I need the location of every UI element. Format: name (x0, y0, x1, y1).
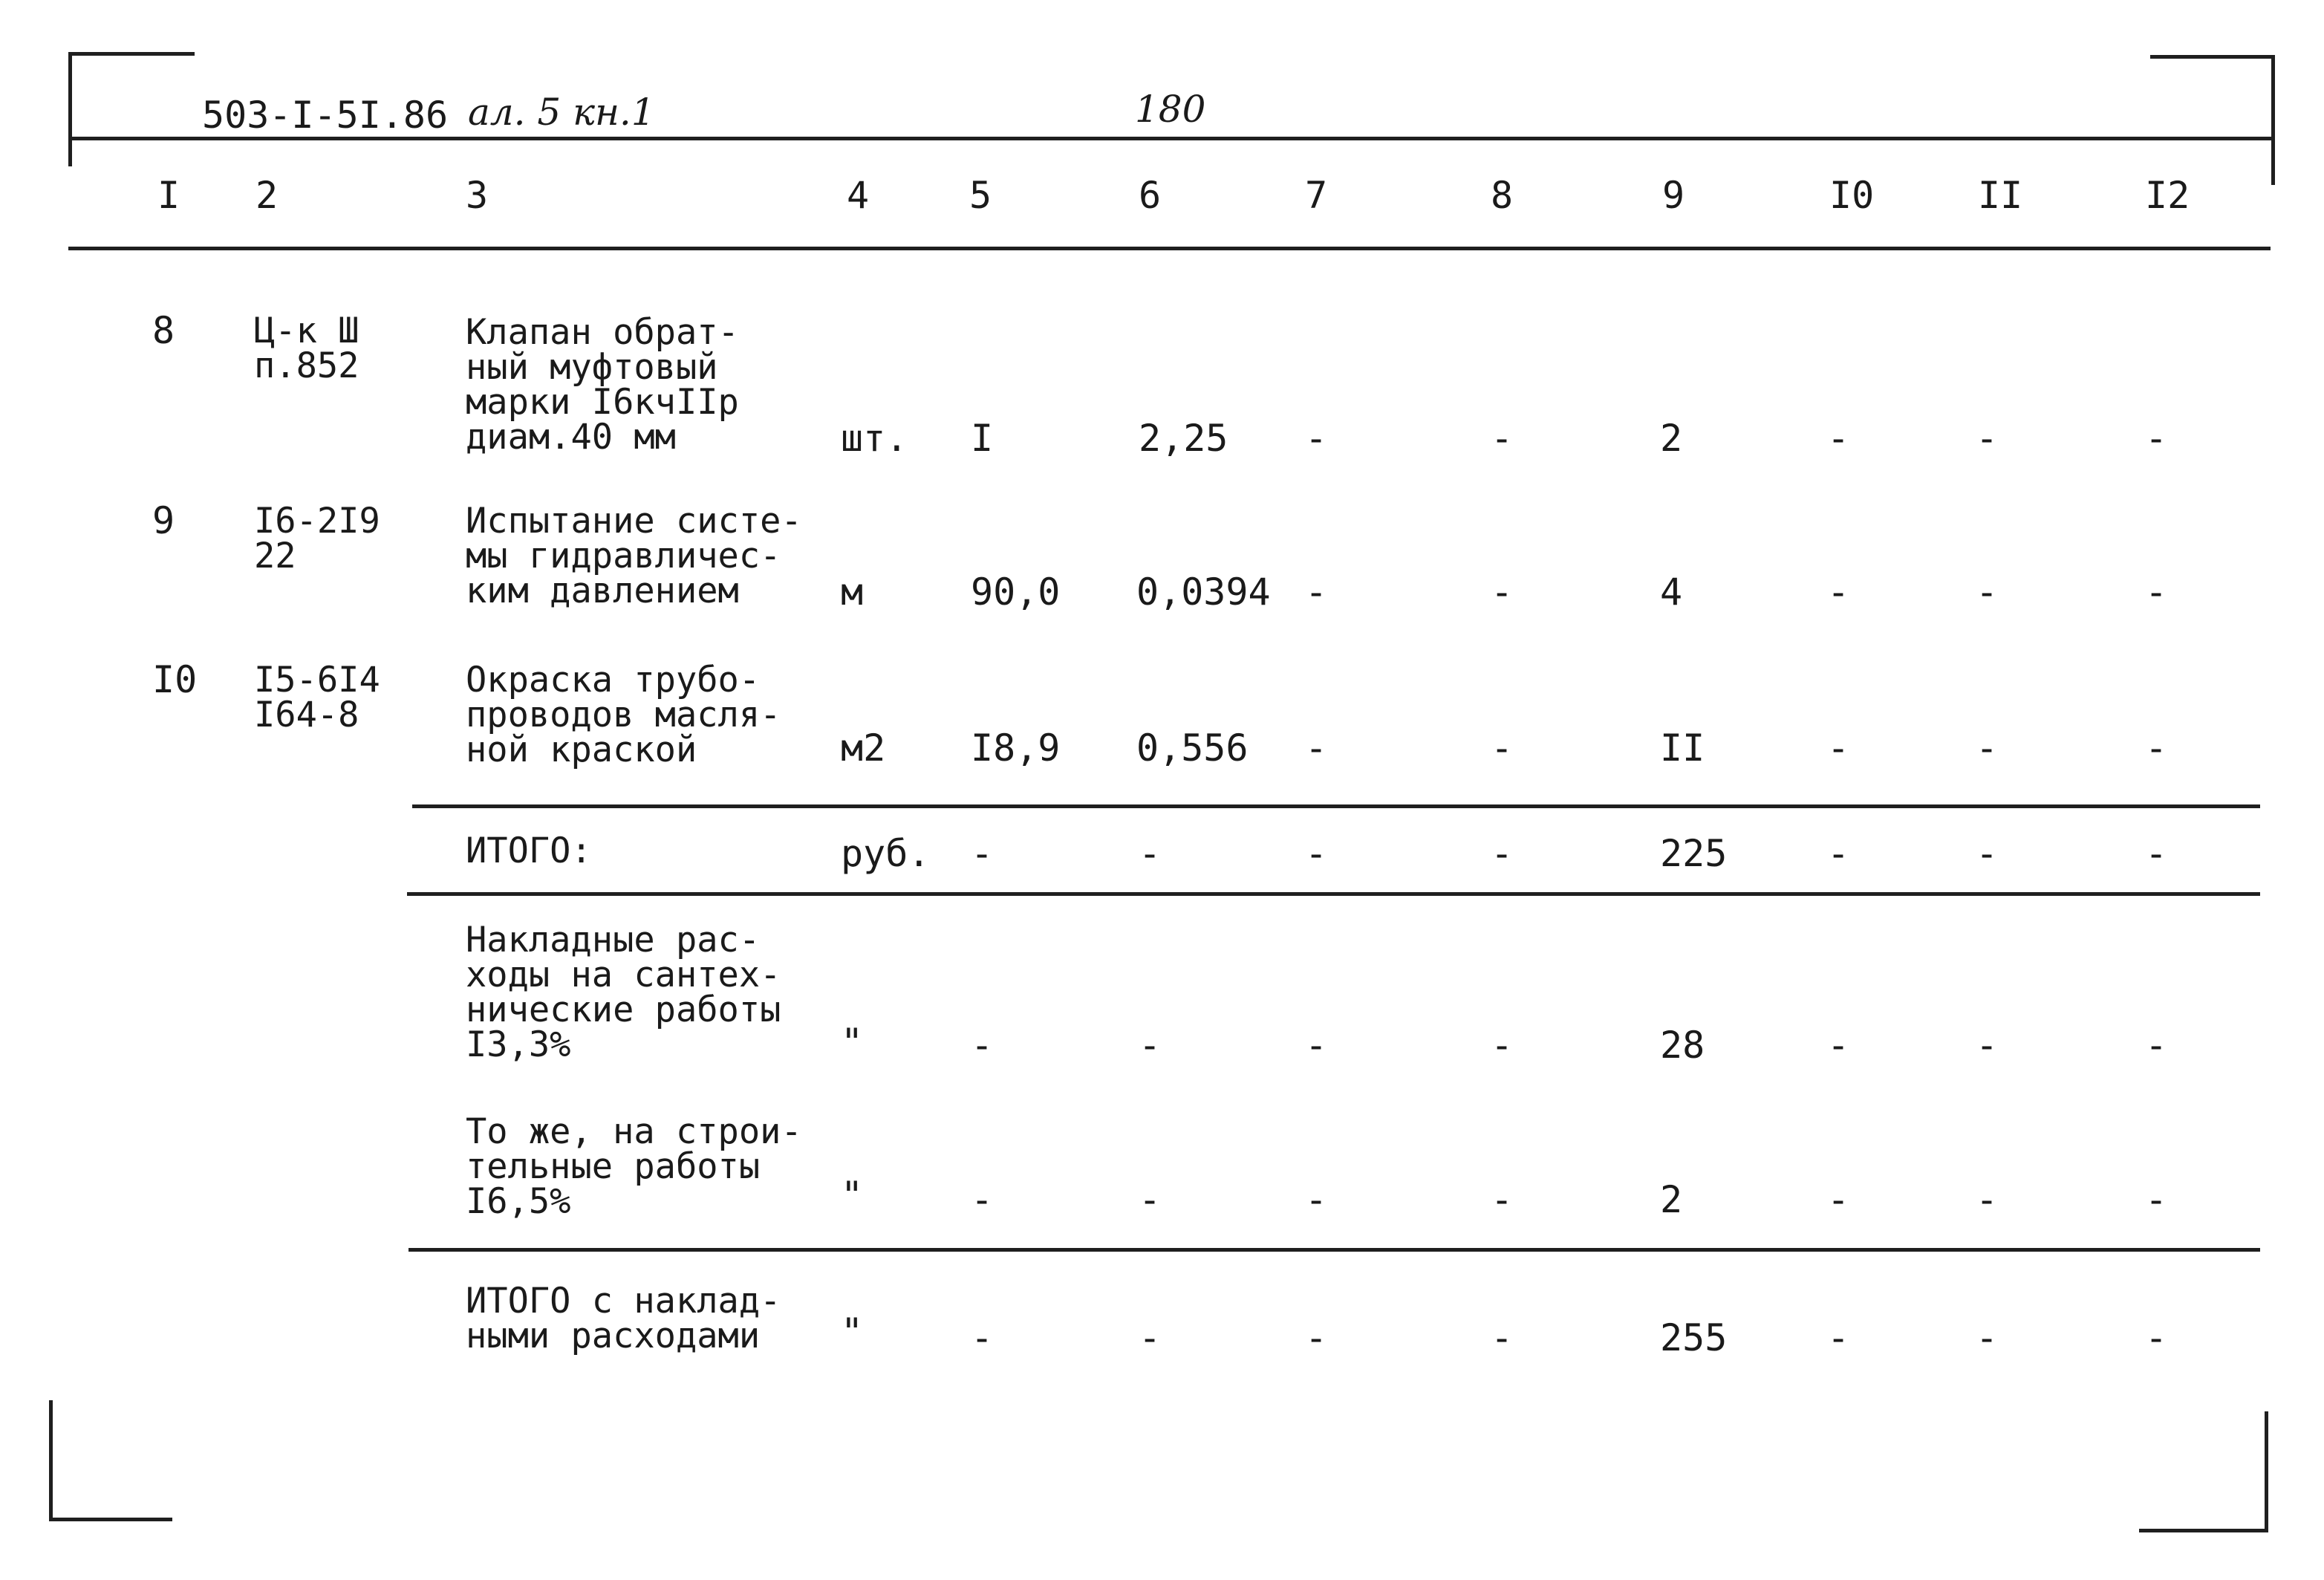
unit-cell: шт. (841, 417, 908, 460)
col11-cell: - (1976, 832, 1999, 875)
column-number: I (157, 174, 180, 217)
col12-cell: - (2145, 1178, 2168, 1221)
column-number: 5 (969, 174, 992, 217)
price-reference: Ц-к Ш п.852 (254, 311, 359, 386)
unit-cell: руб. (841, 832, 931, 875)
unit-cell: " (841, 1174, 864, 1217)
column-number: 9 (1662, 174, 1685, 217)
unit-cell: м (841, 570, 864, 614)
column-number: 2 (255, 174, 279, 217)
col8-cell: - (1491, 570, 1514, 614)
unit-price-cell: - (1139, 832, 1162, 875)
total-rule-bottom (407, 892, 2260, 896)
quantity-cell: 90,0 (971, 570, 1061, 614)
frame-bottom-right-corner (2139, 1529, 2268, 1532)
row-number: 8 (152, 309, 175, 352)
col9-cell: 255 (1660, 1316, 1728, 1359)
album-reference: ал. 5 кн.1 (468, 91, 655, 134)
item-description: Клапан обрат- ный муфтовый марки I6кчIIр диам.40 мм (466, 312, 739, 458)
col11-cell: - (1976, 1316, 1999, 1359)
unit-cell: " (841, 1310, 864, 1353)
column-number: 6 (1139, 174, 1162, 217)
col11-cell: - (1976, 1178, 1999, 1221)
quantity-cell: I (971, 417, 994, 460)
col9-cell: 2 (1660, 417, 1683, 460)
frame-top-left-corner (68, 52, 195, 56)
column-number: 3 (466, 174, 489, 217)
unit-price-cell: 2,25 (1139, 417, 1228, 460)
col7-cell: - (1305, 726, 1328, 770)
col9-cell: 4 (1660, 570, 1683, 614)
column-number: 7 (1305, 174, 1328, 217)
frame-top-right-corner (2150, 55, 2275, 59)
overhead-rule (409, 1248, 2260, 1252)
col10-cell: - (1827, 832, 1850, 875)
total-label: ИТОГО: (466, 830, 592, 871)
col12-cell: - (2145, 726, 2168, 770)
header-rule (68, 137, 2275, 140)
row-number: I0 (152, 658, 198, 701)
quantity-cell: - (971, 1316, 994, 1359)
price-reference: I5-6I4 I64-8 (254, 660, 380, 735)
column-number: II (1978, 174, 2023, 217)
frame-left-top (68, 52, 72, 166)
unit-price-cell: - (1139, 1024, 1162, 1067)
document-code: 503-I-5I.86 (202, 94, 449, 137)
col7-cell: - (1305, 832, 1328, 875)
frame-right-top (2271, 55, 2275, 185)
col9-cell: 225 (1660, 832, 1728, 875)
col8-cell: - (1491, 417, 1514, 460)
col7-cell: - (1305, 417, 1328, 460)
unit-price-cell: - (1139, 1178, 1162, 1221)
col7-cell: - (1305, 1024, 1328, 1067)
column-number-rule (68, 247, 2271, 250)
col12-cell: - (2145, 1024, 2168, 1067)
frame-bottom-left-corner (49, 1518, 172, 1521)
col8-cell: - (1491, 832, 1514, 875)
col11-cell: - (1976, 570, 1999, 614)
col11-cell: - (1976, 417, 1999, 460)
col11-cell: - (1976, 1024, 1999, 1067)
col7-cell: - (1305, 1178, 1328, 1221)
col9-cell: 2 (1660, 1178, 1683, 1221)
col8-cell: - (1491, 1024, 1514, 1067)
item-description: Испытание систе- мы гидравличес- ким давлением (466, 501, 802, 611)
column-number: I0 (1829, 174, 1875, 217)
unit-price-cell: - (1139, 1316, 1162, 1359)
col12-cell: - (2145, 832, 2168, 875)
col10-cell: - (1827, 726, 1850, 770)
row-number: 9 (152, 499, 175, 542)
col10-cell: - (1827, 1178, 1850, 1221)
column-number: 8 (1491, 174, 1514, 217)
overhead-sanitary-label: Накладные рас- ходы на сантех- нические работы I3,3% (466, 920, 781, 1065)
unit-price-cell: 0,556 (1136, 726, 1249, 770)
col12-cell: - (2145, 417, 2168, 460)
frame-left-bottom (49, 1400, 53, 1521)
column-number: I2 (2145, 174, 2190, 217)
col7-cell: - (1305, 570, 1328, 614)
col10-cell: - (1827, 417, 1850, 460)
col10-cell: - (1827, 1316, 1850, 1359)
quantity-cell: - (971, 832, 994, 875)
item-description: Окраска трубо- проводов масля- ной краской (466, 660, 781, 770)
quantity-cell: - (971, 1024, 994, 1067)
quantity-cell: - (971, 1178, 994, 1221)
col11-cell: - (1976, 726, 1999, 770)
col10-cell: - (1827, 1024, 1850, 1067)
unit-cell: м2 (841, 726, 886, 770)
col9-cell: II (1660, 726, 1705, 770)
total-rule-top (412, 804, 2260, 808)
col9-cell: 28 (1660, 1024, 1705, 1067)
column-number: 4 (847, 174, 870, 217)
col12-cell: - (2145, 1316, 2168, 1359)
quantity-cell: I8,9 (971, 726, 1061, 770)
grand-total-label: ИТОГО с наклад- ными расходами (466, 1281, 781, 1356)
unit-cell: " (841, 1021, 864, 1064)
col12-cell: - (2145, 570, 2168, 614)
unit-price-cell: 0,0394 (1136, 570, 1271, 614)
col8-cell: - (1491, 726, 1514, 770)
col8-cell: - (1491, 1316, 1514, 1359)
col10-cell: - (1827, 570, 1850, 614)
page-number: 180 (1135, 88, 1206, 131)
overhead-construction-label: То же, на строи- тельные работы I6,5% (466, 1111, 802, 1222)
frame-right-bottom (2265, 1411, 2268, 1532)
col8-cell: - (1491, 1178, 1514, 1221)
price-reference: I6-2I9 22 (254, 501, 380, 576)
col7-cell: - (1305, 1316, 1328, 1359)
